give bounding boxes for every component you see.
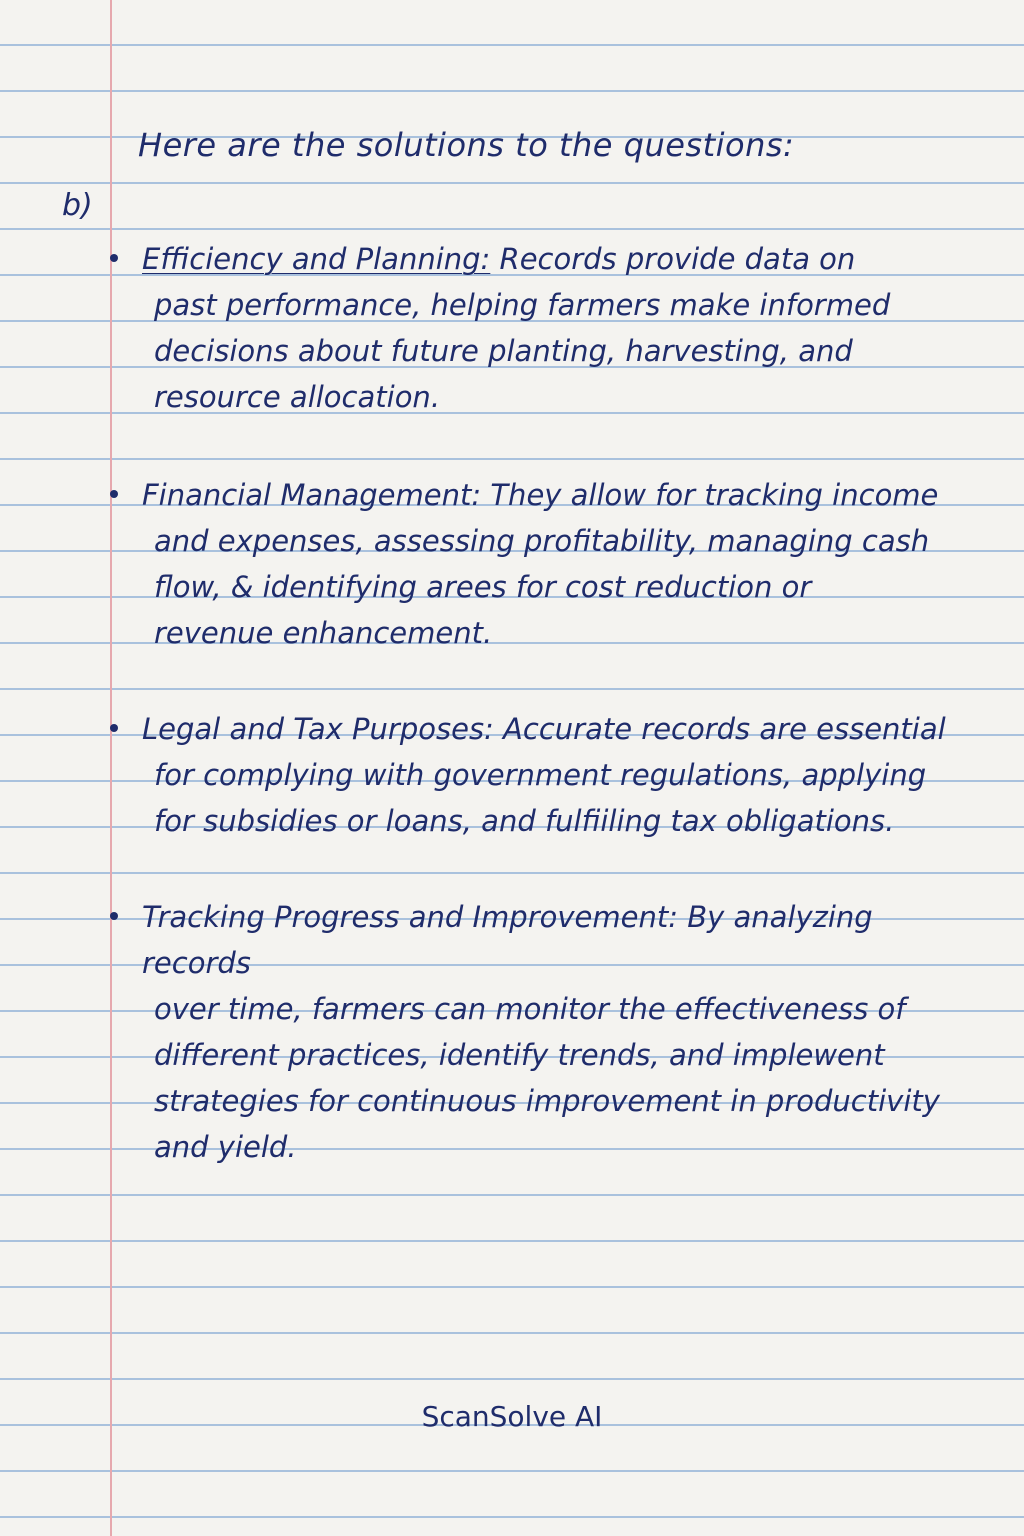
- item-line: and yield.: [154, 1130, 297, 1164]
- item-term: Financial Management:: [142, 478, 482, 512]
- item-first-line: They allow for tracking income: [490, 478, 939, 512]
- item-term: Tracking Progress and Improvement:: [142, 900, 678, 934]
- item-line: over time, farmers can monitor the effectiveness of: [154, 992, 906, 1026]
- list-item-text: [142, 236, 970, 420]
- item-first-line: Accurate records are essential: [503, 712, 946, 746]
- bullet-icon: [110, 254, 118, 262]
- bullet-icon: [110, 490, 118, 498]
- list-item-legal: [110, 706, 970, 844]
- item-term: Legal and Tax Purposes:: [142, 712, 494, 746]
- item-term: Efficiency and Planning:: [142, 242, 491, 276]
- item-line: for complying with government regulations, applying: [154, 758, 927, 792]
- page-heading: Here are the solutions to the questions:: [138, 126, 795, 164]
- item-line: past performance, helping farmers make informed: [154, 288, 891, 322]
- item-line: resource allocation.: [154, 380, 441, 414]
- list-item-text: [142, 706, 970, 844]
- bullet-icon: [110, 724, 118, 732]
- item-line: revenue enhancement.: [154, 616, 493, 650]
- part-label: b): [62, 188, 93, 223]
- list-item-text: [142, 472, 970, 656]
- list-item-efficiency: [110, 236, 970, 420]
- list-item-financial: [110, 472, 970, 656]
- list-item-tracking: [110, 894, 970, 1170]
- list-item-text: [142, 894, 970, 1170]
- footer-brand: ScanSolve AI: [421, 1400, 603, 1433]
- item-line: decisions about future planting, harvesting, and: [154, 334, 853, 368]
- bullet-icon: [110, 912, 118, 920]
- item-first-line: By analyzing records: [142, 900, 873, 980]
- item-line: different practices, identify trends, and implewent: [154, 1038, 885, 1072]
- item-line: and expenses, assessing profitability, managing cash: [154, 524, 930, 558]
- item-line: strategies for continuous improvement in productivity: [154, 1084, 940, 1118]
- item-line: for subsidies or loans, and fulfiiling tax obligations.: [154, 804, 895, 838]
- item-line: flow, & identifying arees for cost reduction or: [154, 570, 812, 604]
- item-first-line: Records provide data on: [499, 242, 856, 276]
